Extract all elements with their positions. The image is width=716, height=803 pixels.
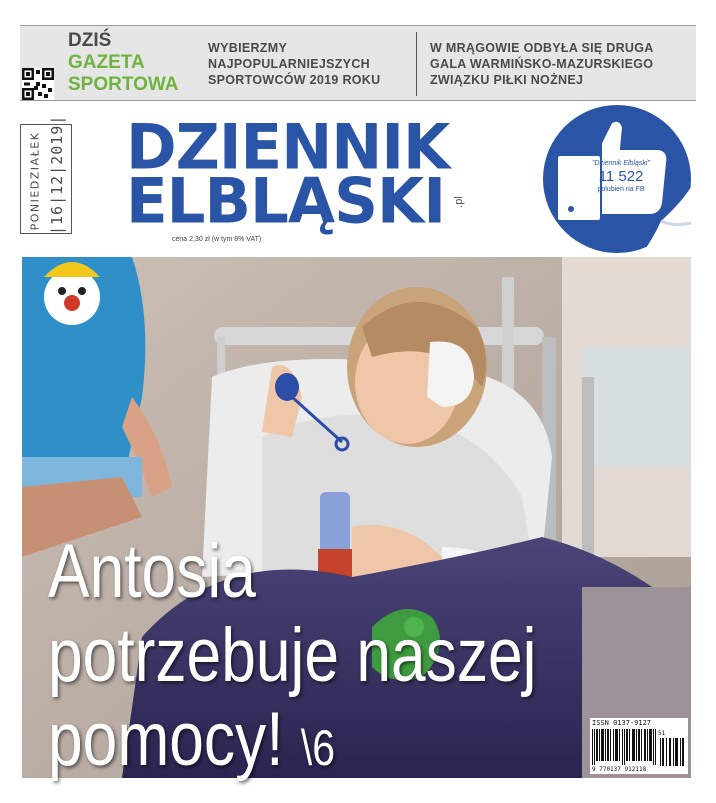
fb-badge-label: "Dziennik Elbląski"	[592, 160, 650, 167]
headline-line3[interactable]	[48, 698, 335, 790]
issn-label: ISSN 0137-9127	[592, 719, 652, 727]
headline-line1[interactable]: Antosia	[48, 529, 256, 614]
issue-number: 51	[658, 730, 666, 737]
headline-line2[interactable]: potrzebuje naszej	[48, 613, 537, 698]
fb-likes-caption: polubień na FB	[597, 186, 645, 193]
barcode-addon-icon	[660, 738, 684, 766]
barcode-icon	[592, 729, 656, 765]
fb-likes-count: 11 522	[598, 168, 644, 185]
weekday-label: PONIEDZIAŁEK	[28, 131, 42, 231]
teaser-football-gala[interactable]: W MRĄGOWIE ODBYŁA SIĘ DRUGA GALA WARMIŃSKO-MAZURSKIEGO ZWIĄZKU PIŁKI NOŻNEJ	[430, 41, 654, 87]
domain-suffix: .pl	[452, 196, 465, 208]
teaser-athletes-vote[interactable]: WYBIERZMY NAJPOPULARNIEJSZYCH SPORTOWCÓW 2019 ROKU	[208, 41, 381, 87]
gazeta-sportowa-line1: GAZETA	[68, 52, 145, 73]
headline-line3-text: pomocy!	[48, 697, 284, 782]
masthead-title-line1: DZIENNIK	[126, 111, 450, 184]
teaser-divider	[416, 32, 417, 96]
gazeta-sportowa-line2: SPORTOWA	[68, 74, 179, 95]
barcode-box	[590, 718, 688, 774]
date-box	[20, 114, 72, 235]
issue-date: |16|12|2019|	[48, 114, 66, 235]
page-reference: \6	[300, 720, 336, 776]
qr-code-icon	[22, 68, 54, 100]
dzis-label: DZIŚ	[68, 30, 112, 51]
top-teaser-strip	[20, 25, 696, 101]
price-label: cena 2,30 zł (w tym 8% VAT)	[172, 236, 262, 243]
barcode-number: 9 770137 912118	[592, 766, 647, 773]
masthead-title-line2: ELBLĄSKI	[126, 165, 446, 238]
